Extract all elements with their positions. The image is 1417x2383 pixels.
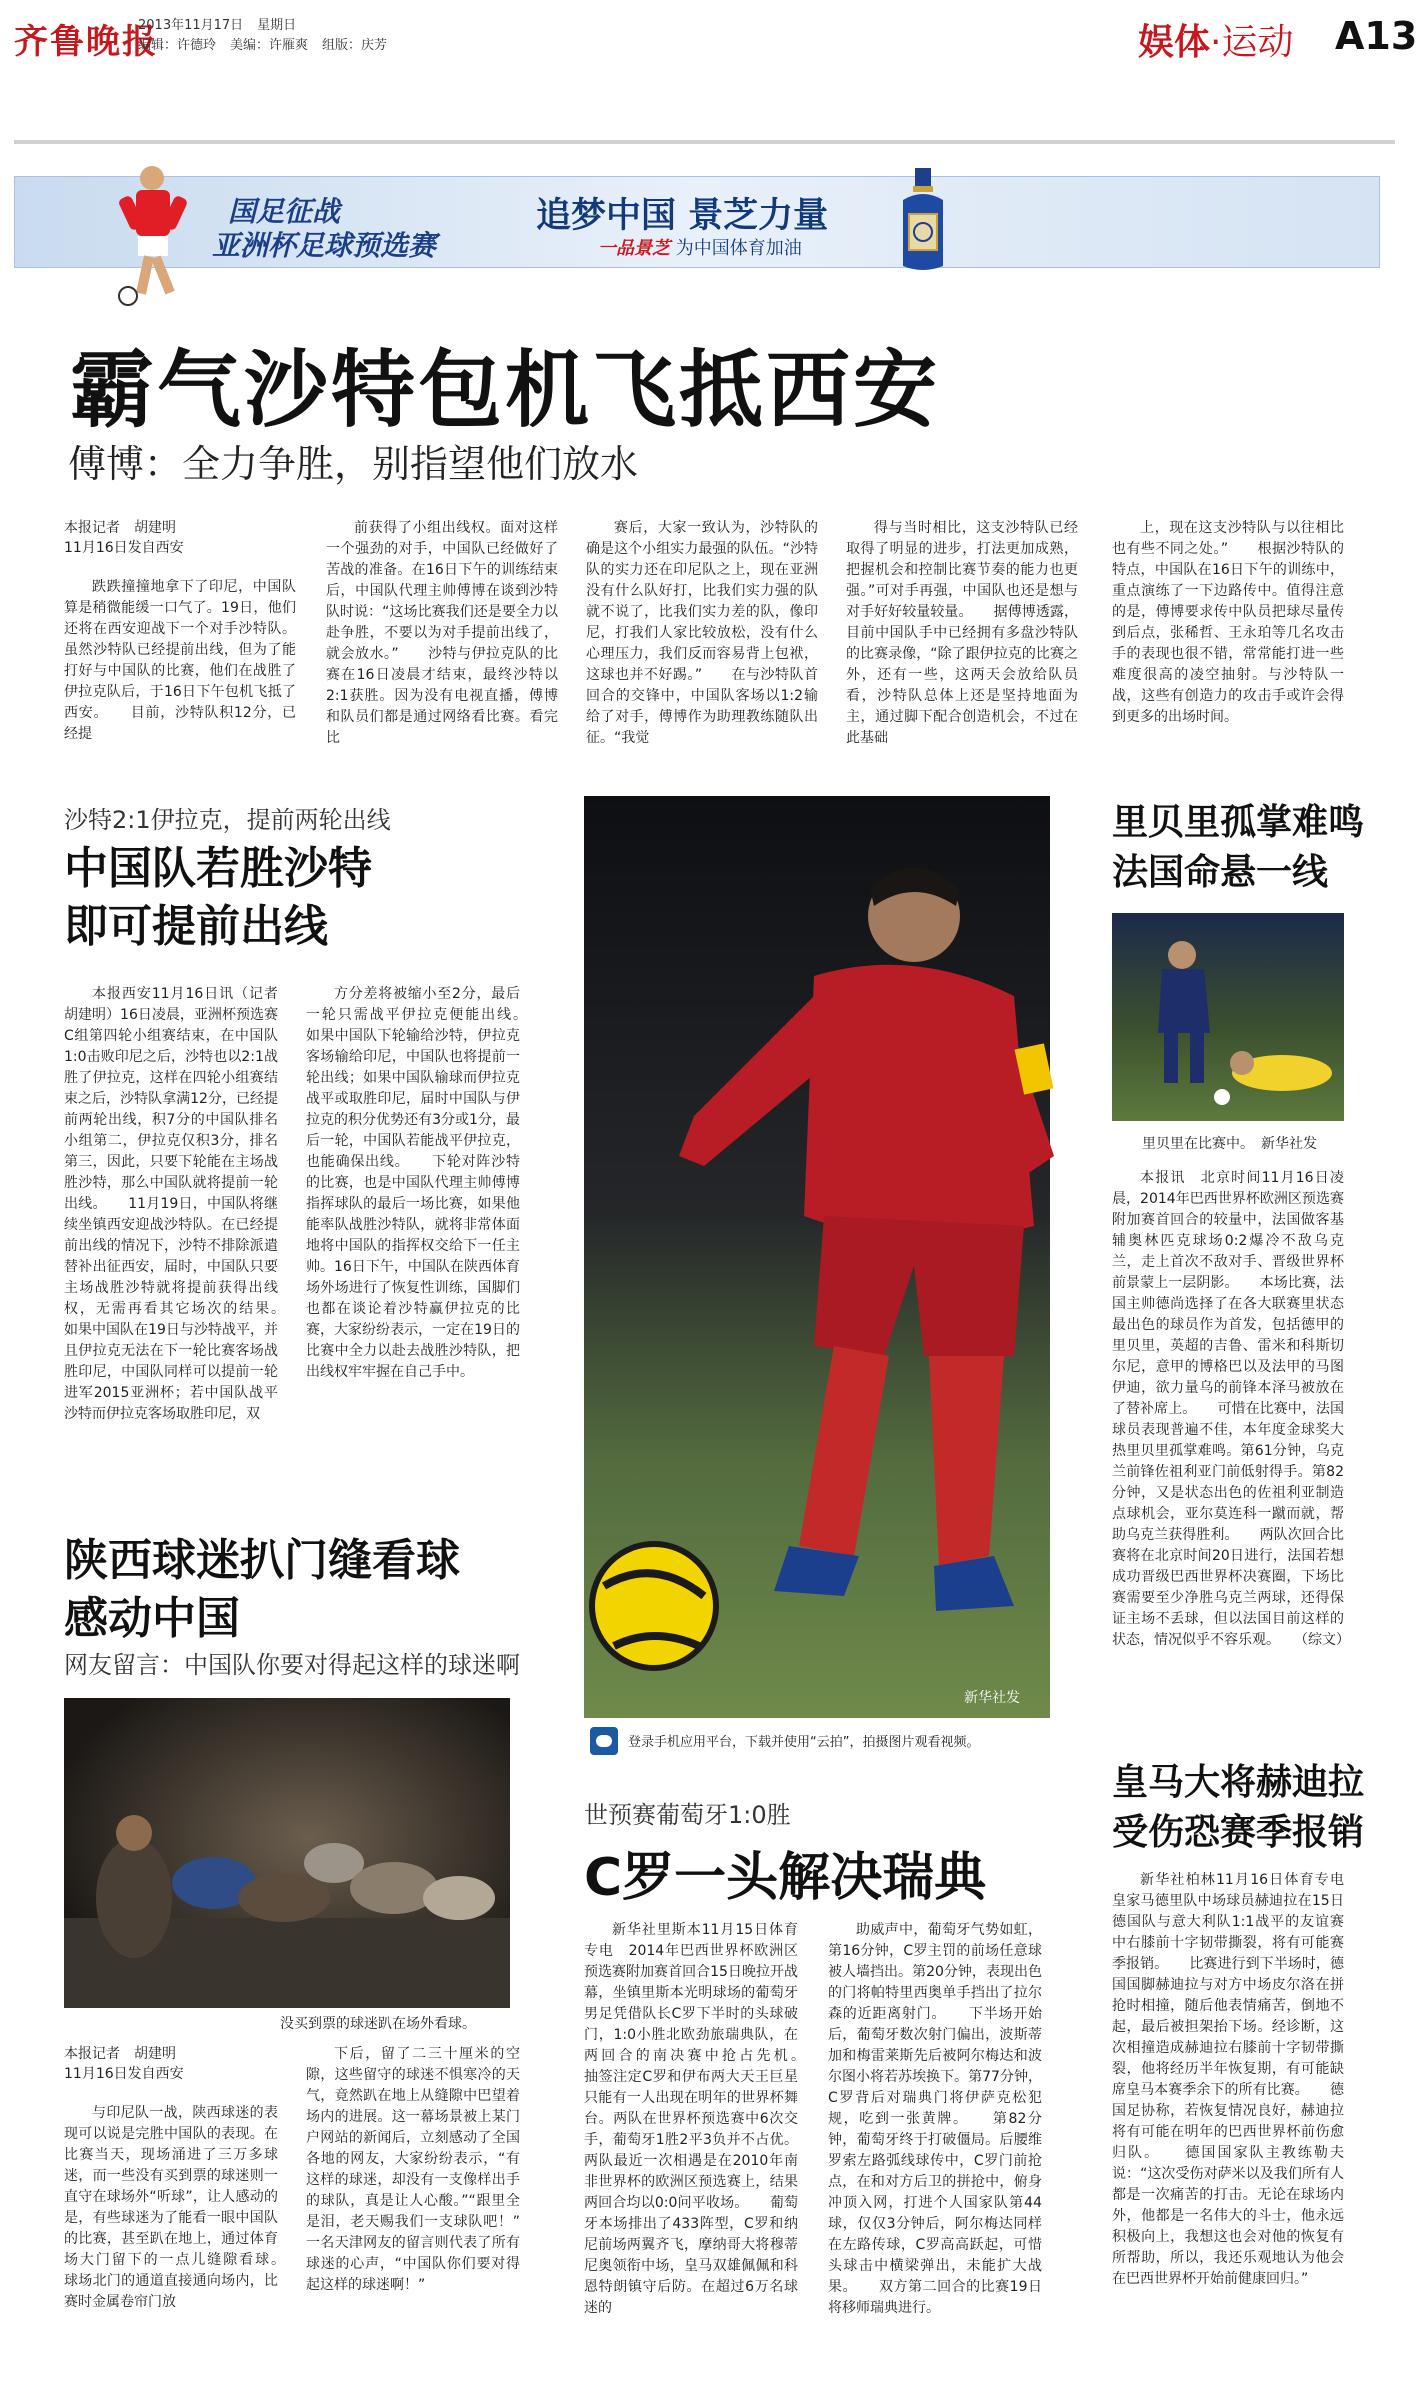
lead-headline: 霸气沙特包机飞抵西安 <box>70 341 941 439</box>
ronaldo-photo-image <box>584 796 1050 1718</box>
story3-col1-text: 与印尼队一战，陕西球迷的表现可以说是完胜中国队的表现。在比赛当天，现场涌进了三万多球迷，而一些没有买到票的球迷则一直守在球场外“听球”，让人感动的是，有些球迷为了能看一眼中国队的比赛，甚至趴在地上，通过体育场大门留下的一点儿缝隙看球。 球场北门的通道直接通向场内，比赛时金属卷帘门放 <box>64 2105 306 2310</box>
story4-column-1 <box>584 1920 826 2375</box>
lead-column-5 <box>1112 518 1344 747</box>
section-main: 娱体 <box>1138 22 1211 63</box>
story3-kicker: 网友留言：中国队你要对得起这样的球迷啊 <box>64 1651 520 1679</box>
page-number: A13 <box>1335 14 1417 58</box>
story5-headline-line2: 法国命悬一线 <box>1112 852 1329 893</box>
top-divider <box>14 140 1395 144</box>
lead-col4-text: 得与当时相比，这支沙特队已经取得了明显的进步，打法更加成熟，把握机会和控制比赛节奏的能力也更强。”可对手再强，中国队也还是想与对手好好较量较量。 据傅博透露，目前中国队手中已经拥有多盘沙特队的比赛录像，“除了跟伊拉克的比赛之外，还有一些，这两天会放给队员看，沙特队总体上还是坚持地面为主，通过脚下配合创造机会，不过在此基础 <box>846 520 1078 746</box>
lead-col2-text: 前获得了小组出线权。面对这样一个强劲的对手，中国队已经做好了苦战的准备。在16日下午的训练结束后，中国队代理主帅傅博在谈到沙特队时说：“这场比赛我们还是要全力以赴争胜，不要以为对手提前出线了，就会放水。” 沙特与伊拉克队的比赛在16日凌晨才结束，最终沙特以2:1获胜。因为没有电视直播，傅博和队员们都是通过网络看比赛。看完比 <box>326 520 558 746</box>
section-dot: · <box>1210 22 1222 63</box>
masthead-info <box>138 16 401 56</box>
lead-byline-dateline: 11月16日发自西安 <box>64 540 184 556</box>
lead-col3-text: 赛后，大家一致认为，沙特队的确是这个小组实力最强的队伍。“沙特队的实力还在印尼队之上，现在亚洲没有什么队好打，比我们实力强的队就不说了，比我们实力差的队，像印尼，打我们人家比较放松，没有什么心理压力，我们反而容易背上包袱，这球也并不好踢。” 在与沙特队首回合的交锋中，中国队客场以1:2输给了对手，傅博作为助理教练随队出征。“我觉 <box>586 520 818 746</box>
story5-column <box>1112 1168 1350 1728</box>
banner-campaign <box>212 195 436 263</box>
story3-col2-text: 下后，留了二三十厘米的空隙，这些留守的球迷不惧寒冷的天气，竟然趴在地上从缝隙中巴望着场内的进展。这一幕场景被上某门户网站的新闻后，立刻感动了全国各地的网友，大家纷纷表示，“有这样的球迷，却没有一支像样出手的球队，真是让人心酸。”“跟里全是泪，老天赐我们一支球队吧！” 一名天津网友的留言则代表了所有球迷的心声，“中国队你们要对得起这样的球迷啊！” <box>306 2046 548 2293</box>
story3-headline-line2: 感动中国 <box>64 1593 240 1644</box>
story2-col1-text: 本报西安11月16日讯（记者 胡建明）16日凌晨，亚洲杯预选赛C组第四轮小组赛结束，在中国队1:0击败印尼之后，沙特也以2:1战胜了伊拉克，这样在四轮小组赛结束之后，沙特队拿满12分，已经提前两轮出线，积7分的中国队排名小组第二，伊拉克仅积3分，排名第三，因此，只要下轮能在主场战胜沙特，那么中国队就将提前一轮出线。 11月19日，中国队将继续坐镇西安迎战沙特队。在已经提前出线的情况下，沙特不排除派遣替补出征西安，届时，中国队只要主场战胜沙特就将提前获得出线权，无需再看其它场次的结果。 如果中国队在19日与沙特战平，并且伊拉克无法在下一轮比赛客场战胜印尼，中国队同样可以提前一轮进军2015亚洲杯；若中国队战平沙特而伊拉克客场取胜印尼，双 <box>64 986 306 1422</box>
liquor-bottle-icon <box>895 166 951 274</box>
banner-line1: 国足征战 <box>228 195 341 228</box>
banner-brand: 一品景芝 <box>598 238 670 259</box>
story4-column-2 <box>828 1920 1042 2375</box>
lead-column-3 <box>586 518 818 747</box>
story2-column-1 <box>64 984 306 1500</box>
lead-subhead: 傅博：全力争胜，别指望他们放水 <box>68 442 639 486</box>
cloud-photo-app-icon[interactable] <box>590 1727 618 1755</box>
story2-kicker: 沙特2:1伊拉克，提前两轮出线 <box>64 806 391 834</box>
lead-column-4 <box>846 518 1078 747</box>
story6-headline-line2: 受伤恐赛季报销 <box>1112 1812 1365 1853</box>
story4-kicker: 世预赛葡萄牙1:0胜 <box>584 1801 791 1829</box>
story4-photo-credit: 新华社发 <box>964 1690 1020 1706</box>
story3-photo-caption: 没买到票的球迷趴在场外看球。 <box>280 2016 476 2032</box>
story2-headline-line1: 中国队若胜沙特 <box>64 843 372 894</box>
section-title <box>1138 14 1293 65</box>
lead-column-1 <box>64 577 296 747</box>
layout-credit: 组版：庆芳 <box>322 38 388 53</box>
story3-byline <box>64 2044 184 2084</box>
editor-credit: 编辑：许德玲 <box>138 38 217 53</box>
art-credit: 美编：许雁爽 <box>230 38 309 53</box>
lead-byline <box>64 518 184 558</box>
story3-byline-reporter: 本报记者 胡建明 <box>64 2046 176 2062</box>
story5-headline <box>1112 798 1364 898</box>
story4-col1-text: 新华社里斯本11月15日体育专电 2014年巴西世界杯欧洲区预选赛附加赛首回合15日晚拉开战幕，坐镇里斯本光明球场的葡萄牙男足凭借队长C罗下半时的头球破门，1:0小胜北欧劲旅瑞典队，在两回合的南决赛中抢占先机。 抽签注定C罗和伊布两大天王巨星只能有一人出现在明年的世界杯舞台。两队在世界杯预选赛中6次交手，葡萄牙1胜2平3负并不占优。两队最近一次相遇是在2010年南非世界杯的欧洲区预选赛上，结果两回合均以0:0问平收场。 葡萄牙本场排出了433阵型，C罗和纳尼前场两翼齐飞，摩纳哥大将穆蒂尼奥领衔中场，皇马双雄佩佩和科恩特朗镇守后防。在超过6万名球迷的 <box>584 1922 826 2316</box>
story4-headline: C罗一头解决瑞典 <box>584 1848 987 1908</box>
story6-column <box>1112 1870 1358 2375</box>
story2-headline <box>64 840 372 956</box>
banner-line2: 亚洲杯足球预选赛 <box>212 229 437 262</box>
fans-photo-image <box>64 1698 510 2008</box>
story3-byline-dateline: 11月16日发自西安 <box>64 2066 184 2082</box>
issue-date: 2013年11月17日 <box>138 18 244 33</box>
story4-col2-text: 助威声中，葡萄牙气势如虹，第16分钟，C罗主罚的前场任意球被人墙挡出。第20分钟，表现出色的门将帕特里西奥单手挡出了拉尔森的近距离射门。 下半场开始后，葡萄牙数次射门偏出，波斯蒂加和梅雷莱斯先后被阿尔梅达和波尔图小将若苏埃换下。第77分钟，C罗背后对瑞典门将伊萨克松犯规，吃到一张黄牌。 第82分钟，葡萄牙终于打破僵局。后腰维罗索左路弧线球传中，C罗门前抢点，在和对方后卫的拼抢中，俯身冲顶入网，打进个人国家队第44球，仅仅3分钟后，阿尔梅达同样在左路传球，C罗高高跃起，可惜头球击中横梁弹出，未能扩大战果。 双方第二回合的比赛19日将移师瑞典进行。 <box>828 1922 1042 2316</box>
ronaldo-photo <box>584 796 1050 1718</box>
banner-tagline-row <box>598 234 802 260</box>
story3-headline <box>64 1532 460 1648</box>
story2-column-2 <box>306 984 548 1500</box>
story6-headline-line1: 皇马大将赫迪拉 <box>1112 1762 1365 1803</box>
story5-col-text: 本报讯 北京时间11月16日凌晨，2014年巴西世界杯欧洲区预选赛附加赛首回合的较量中，法国做客基辅奥林匹克球场0:2爆冷不敌乌克兰，走上首次不敌对手、晋级世界杯前景蒙上一层阴影。 本场比赛，法国主帅德尚选择了在各大联赛里状态最出色的球员作为首发，包括德甲的里贝里，英超的吉鲁、雷米和科斯切尔尼，意甲的博格巴以及法甲的马图伊迪，欲力量乌的前锋本泽马被放在了替补席上。 可惜在比赛中，法国球员表现普遍不佳，本年度金球奖大热里贝里孤掌难鸣。第61分钟，乌克兰前锋佐祖利亚门前低射得手。第82分钟，又是状态出色的佐祖利亚制造点球机会，亚尔莫连科一蹴而就，帮助乌克兰获得胜利。 两队次回合比赛将在北京时间20日进行，法国若想成功晋级巴西世界杯决赛圈，下场比赛需要至少净胜乌克兰两球，还得保证主场不丢球，但以法国目前这样的状态，情况似乎不容乐观。 （综文） <box>1112 1170 1350 1648</box>
masthead-logo: 齐鲁晚报 <box>14 22 158 62</box>
issue-weekday: 星期日 <box>257 18 297 33</box>
story4-qr-instruction: 登录手机应用平台，下载并使用“云拍”，拍摄图片观看视频。 <box>628 1735 980 1750</box>
story2-headline-line2: 即可提前出线 <box>64 901 328 952</box>
story5-headline-line1: 里贝里孤掌难鸣 <box>1112 802 1365 843</box>
ribery-photo <box>1112 913 1344 1121</box>
lead-col5-text: 上，现在这支沙特队与以往相比也有些不同之处。” 根据沙特队的特点，中国队在16日下午的训练中，重点演练了一下边路传中。值得注意的是，傅博要求传中队员把球尽量传到后点，张稀哲、王永珀等几名攻击手的表现也很不错，常常能打进一些难度很高的凌空抽射。与沙特队一战，这些有创造力的攻击手或许会得到更多的出场时间。 <box>1112 520 1344 725</box>
story3-headline-line1: 陕西球迷扒门缝看球 <box>64 1535 460 1586</box>
story5-photo-caption: 里贝里在比赛中。 新华社发 <box>1142 1136 1317 1152</box>
story6-col-text: 新华社柏林11月16日体育专电 皇家马德里队中场球员赫迪拉在15日德国队与意大利队1:1战平的友谊赛中右膝前十字韧带撕裂，将有可能赛季报销。 比赛进行到下半场时，德国国脚赫迪拉与对方中场皮尔洛在拼抢时相撞，随后他表情痛苦，倒地不起，最后被担架抬下场。经诊断，这次相撞造成赫迪拉右膝前十字韧带撕裂，他将经历半年恢复期，有可能缺席皇马本赛季余下的所有比赛。 德国足协称，若恢复情况良好，赫迪拉将有可能在明年的巴西世界杯前伤愈归队。 德国国家队主教练勒夫说：“这次受伤对萨米以及我们所有人都是一次痛苦的打击。无论在球场内外，他都是一名伟大的斗士，他永远积极向上，我想这也会对他的恢复有所帮助，所以，我还乐观地认为他会在巴西世界杯开始前健康回归。” <box>1112 1872 1358 2287</box>
soccer-player-icon <box>104 160 196 308</box>
story6-headline <box>1112 1758 1364 1858</box>
banner-slogan: 追梦中国 景芝力量 <box>536 196 829 236</box>
story3-column-2 <box>306 2044 548 2375</box>
story2-col2-text: 方分差将被缩小至2分，最后一轮只需战平伊拉克便能出线。 如果中国队下轮输给沙特，伊拉克客场输给印尼，中国队也将提前一轮出线；如果中国队输球而伊拉克战平或取胜印尼，届时中国队与伊拉克的积分优势还有3分或1分，最后一轮，中国队若能战平伊拉克，也能确保出线。 下轮对阵沙特的比赛，也是中国队代理主帅傅博指挥球队的最后一场比赛，如果他能率队战胜沙特队，就将非常体面地将中国队的指挥权交给下一任主帅。16日下午，中国队在陕西体育场外场进行了恢复性训练，国脚们也都在谈论着沙特赢伊拉克的比赛，大家纷纷表示，一定在19日的比赛中全力以赴去战胜沙特队，把出线权牢牢握在自己手中。 <box>306 986 548 1380</box>
fans-photo <box>64 1698 510 2008</box>
lead-column-2 <box>326 518 558 747</box>
banner-tagline: 为中国体育加油 <box>675 238 802 259</box>
lead-col1-text: 跌跌撞撞地拿下了印尼，中国队算是稍微能缓一口气了。19日，他们还将在西安迎战下一个对手沙特队。虽然沙特队已经提前出线，但为了能打好与中国队的比赛，他们在战胜了伊拉克队后，于16日下午包机飞抵了西安。 目前，沙特队积12分，已经提 <box>64 579 296 742</box>
lead-byline-reporter: 本报记者 胡建明 <box>64 520 176 536</box>
story3-column-1 <box>64 2103 306 2375</box>
section-sub: 运动 <box>1221 22 1294 63</box>
ribery-photo-image <box>1112 913 1344 1121</box>
